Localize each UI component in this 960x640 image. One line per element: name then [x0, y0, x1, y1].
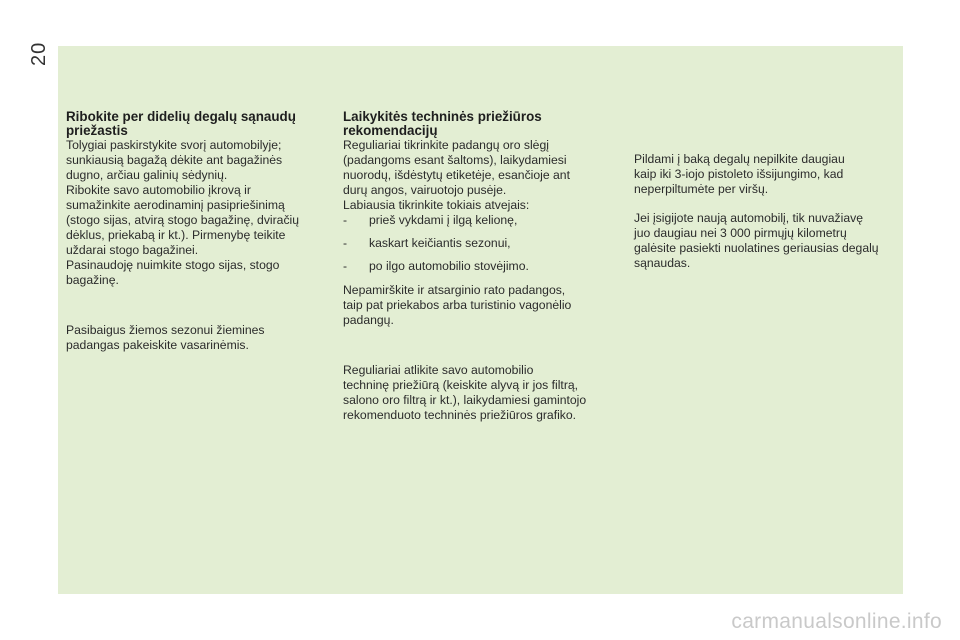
list-item — [343, 236, 613, 251]
paragraph-spare-tyre: Nepamirškite ir atsarginio rato padangos, taip pat priekabos arba turistinio vagonėlio padangų. — [343, 283, 572, 327]
paragraph-tyre-pressure: Reguliariai tikrinkite padangų oro slėgį (padangoms esant šaltoms), laikydamiesi nuorodų, išdėstytų etiketėje, esančioje ant durų angos, vairuotojo pusėje. Labiausia tikrinkite tokiais atvejais: — [343, 138, 570, 212]
paragraph-service-schedule: Reguliariai atlikite savo automobilio techninę priežiūrą (keiskite alyvą ir jos filtrą, salono oro filtrą ir kt.), laikydamiesi gamintojo rekomenduoto techninės priežiūros grafiko. — [343, 363, 587, 422]
page-number: 20 — [28, 41, 50, 66]
list-item — [343, 213, 613, 228]
list-item — [343, 259, 613, 274]
right-column — [634, 152, 899, 271]
paragraph-winter-tyres: Pasibaigus žiemos sezonui žiemines padangas pakeiskite vasarinėmis. — [66, 323, 265, 352]
paragraph-refuelling: Pildami į baką degalų nepilkite daugiau kaip iki 3-iojo pistoleto išsijungimo, kad neperpiltumėte per viršų. — [634, 152, 845, 196]
bullet-dash: - — [343, 259, 348, 273]
list-item-text: prieš vykdami į ilgą kelionę, — [369, 213, 518, 227]
paragraph-load-distribution: Tolygiai paskirstykite svorį automobilyje; sunkiausią bagažą dėkite ant bagažinės dugno, arčiau galinių sėdynių. Ribokite savo automobilio įkrovą ir sumažinkite aerodinaminį pasipriešinimą (stogo sijas, atvirą stogo bagažinę, dviračių dėklus, priekabą ir kt.). Pirmenybę teikite uždarai stogo bagažinei. Pasinaudoję nuimkite stogo sijas, stogo bagažinę. — [66, 138, 300, 287]
left-column — [66, 110, 331, 353]
watermark: carmanualsonline.info — [731, 610, 942, 633]
bullet-dash: - — [343, 213, 348, 227]
bullet-dash: - — [343, 236, 348, 250]
list-item-text: po ilgo automobilio stovėjimo. — [369, 259, 529, 273]
list-item-text: kaskart keičiantis sezonui, — [369, 236, 511, 250]
middle-column — [343, 110, 613, 423]
section-heading-maintenance: Laikykitės techninės priežiūros rekomendacijų — [343, 109, 542, 138]
paragraph-new-vehicle: Jei įsigijote naują automobilį, tik nuvažiavę juo daugiau nei 3 000 pirmųjų kilometrų galėsite pasiekti nuolatines geriausias degalų sąnaudas. — [634, 211, 879, 270]
section-heading-fuel-consumption: Ribokite per didelių degalų sąnaudų priežastis — [66, 109, 296, 138]
